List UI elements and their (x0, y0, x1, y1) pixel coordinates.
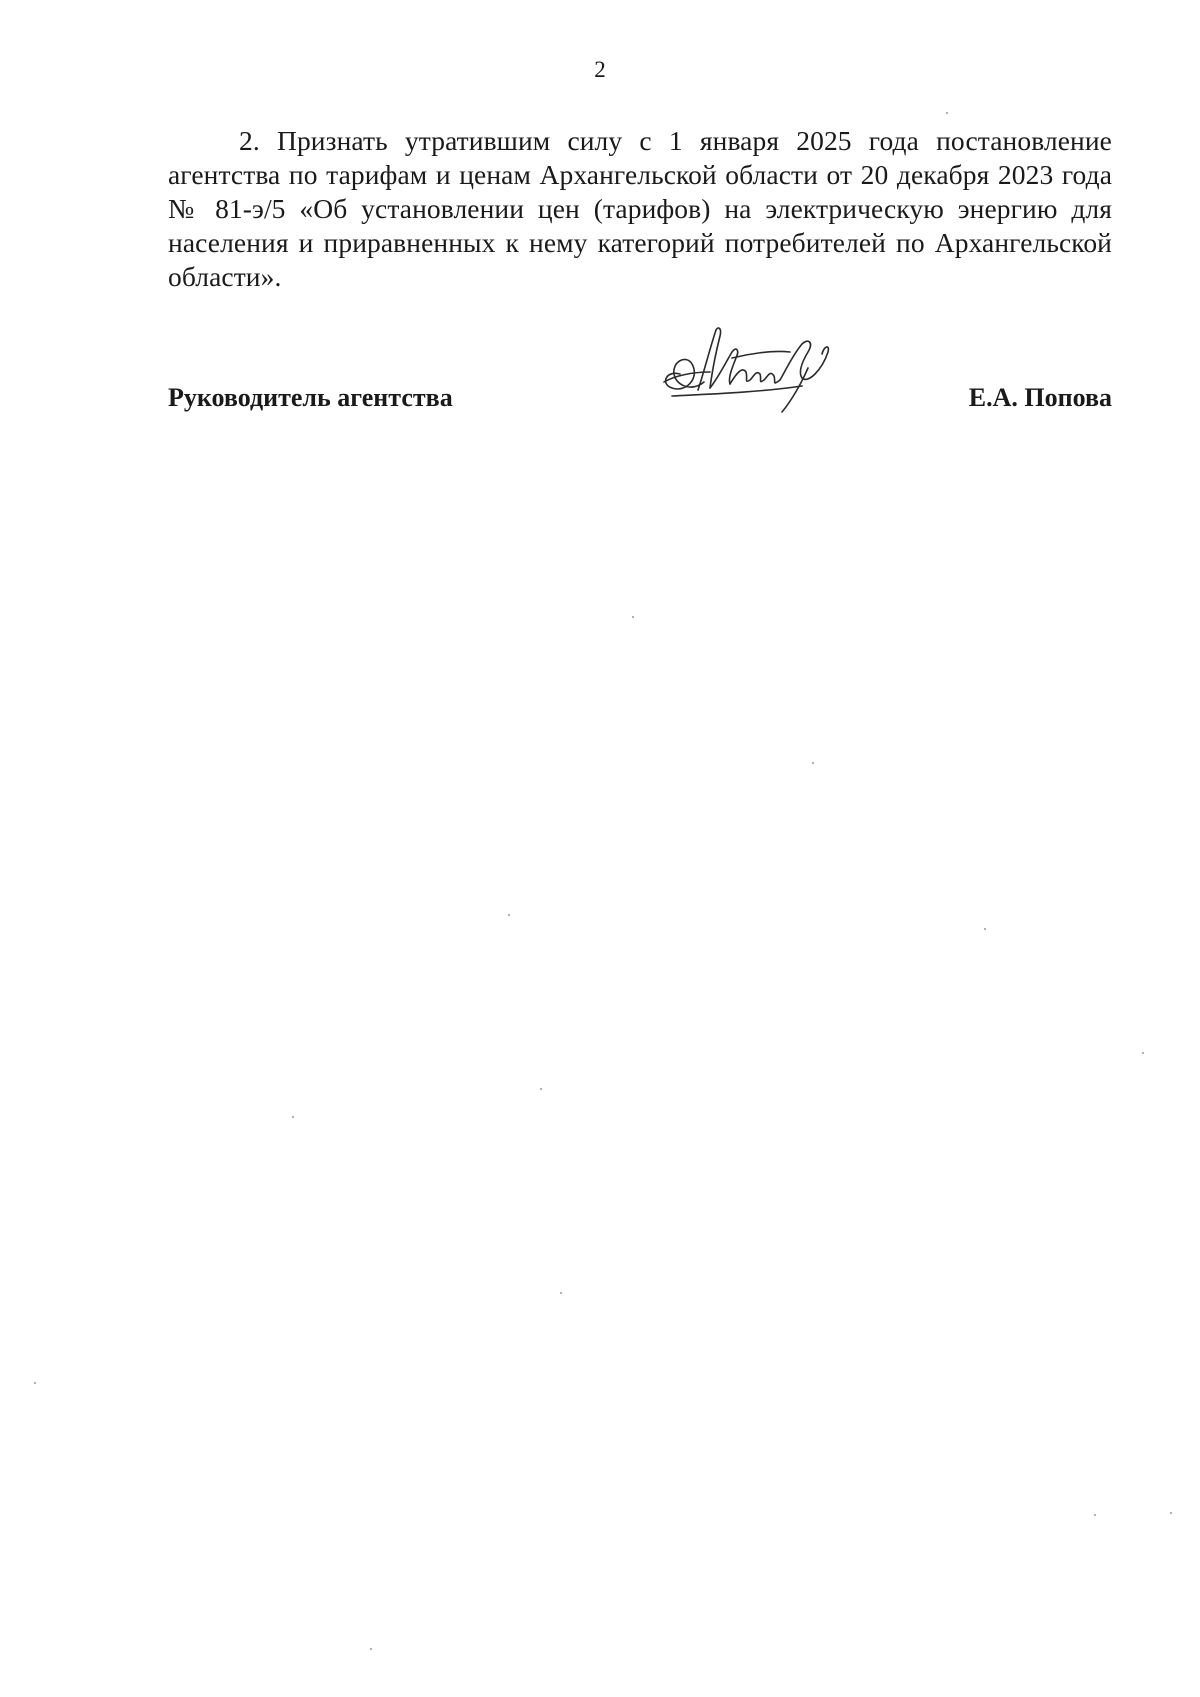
scan-speck (1142, 1052, 1144, 1054)
signature-block (168, 382, 1112, 422)
scan-speck (812, 762, 814, 764)
scan-speck (370, 1648, 372, 1650)
scan-speck (632, 616, 634, 618)
scan-speck (540, 1088, 542, 1090)
signatory-title: Руководитель агентства (168, 383, 453, 412)
page-number: 2 (594, 57, 606, 82)
scan-speck (946, 112, 948, 114)
scan-speck (1170, 1512, 1172, 1514)
body-paragraph: 2. Признать утратившим силу с 1 января 2025 года постановление агентства по тарифам и ценам Архангельской области от 20 декабря 2023 года № 81-э/5 «Об установлении цен (тарифов) на электрическую энергию для населения и приравненных к нему категорий потребителей по Архангельской области». (168, 125, 1112, 292)
scan-speck (34, 1382, 36, 1384)
scan-speck (560, 1292, 562, 1294)
scan-speck (292, 1116, 294, 1118)
scan-speck (1094, 1514, 1096, 1516)
scan-speck (508, 914, 510, 916)
handwritten-signature (652, 322, 852, 422)
signatory-name: Е.А. Попова (968, 383, 1112, 412)
scan-speck (984, 928, 986, 930)
